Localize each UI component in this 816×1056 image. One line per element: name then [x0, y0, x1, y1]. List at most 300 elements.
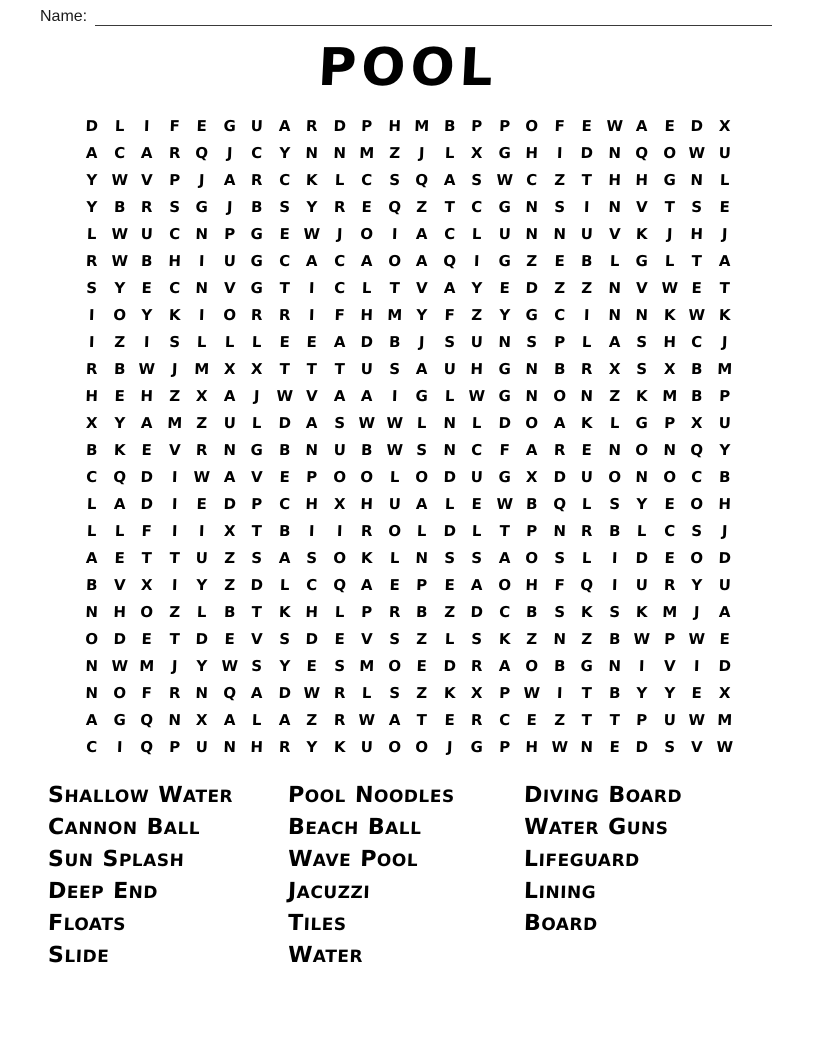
word-list-column-1 — [47, 782, 288, 978]
grid-letter: L — [444, 143, 455, 162]
grid-letter: R — [278, 737, 291, 756]
grid-row — [78, 490, 738, 517]
grid-letter: E — [141, 629, 153, 648]
grid-letter: B — [690, 359, 703, 378]
grid-letter: T — [168, 548, 180, 567]
grid-letter: H — [112, 602, 126, 621]
grid-row — [78, 409, 738, 436]
grid-letter: E — [443, 710, 455, 729]
grid-letter: I — [171, 575, 178, 594]
grid-letter: E — [416, 656, 428, 675]
grid-letter: S — [553, 602, 565, 621]
grid-letter: J — [198, 170, 205, 189]
grid-letter: W — [688, 629, 706, 648]
grid-letter: I — [693, 656, 700, 675]
grid-letter: X — [223, 521, 236, 540]
grid-letter: M — [193, 359, 210, 378]
grid-letter: D — [277, 683, 291, 702]
grid-letter: Z — [608, 386, 621, 405]
grid-letter: J — [721, 521, 728, 540]
grid-letter: A — [388, 710, 401, 729]
grid-letter: O — [387, 521, 401, 540]
grid-letter: H — [140, 386, 154, 405]
grid-letter: X — [470, 143, 483, 162]
grid-letter: X — [223, 359, 236, 378]
grid-letter: G — [635, 413, 649, 432]
grid-letter: F — [553, 116, 565, 135]
grid-letter: H — [525, 575, 539, 594]
grid-letter: Y — [278, 656, 291, 675]
grid-letter: S — [168, 332, 180, 351]
grid-letter: D — [140, 494, 154, 513]
grid-letter: B — [553, 359, 566, 378]
grid-letter: E — [608, 737, 620, 756]
grid-letter: Q — [635, 143, 649, 162]
grid-letter: F — [333, 305, 345, 324]
grid-letter: G — [250, 440, 264, 459]
grid-letter: U — [580, 467, 594, 486]
grid-letter: I — [308, 305, 315, 324]
grid-letter: A — [553, 413, 566, 432]
grid-row — [78, 220, 738, 247]
grid-letter: Q — [140, 737, 154, 756]
grid-letter: X — [718, 683, 731, 702]
grid-letter: V — [360, 629, 373, 648]
grid-letter: K — [305, 170, 318, 189]
grid-letter: S — [553, 548, 565, 567]
grid-letter: L — [581, 548, 592, 567]
grid-letter: O — [525, 548, 539, 567]
grid-letter: A — [223, 386, 236, 405]
grid-letter: W — [303, 683, 321, 702]
grid-letter: U — [195, 737, 209, 756]
grid-letter: U — [717, 143, 731, 162]
grid-letter: S — [416, 440, 428, 459]
grid-letter: W — [110, 224, 128, 243]
grid-letter: G — [497, 143, 511, 162]
grid-letter: N — [607, 656, 621, 675]
grid-letter: C — [168, 278, 181, 297]
grid-letter: I — [198, 521, 205, 540]
grid-letter: B — [580, 251, 593, 270]
grid-letter: L — [664, 251, 675, 270]
grid-letter: N — [332, 143, 346, 162]
grid-letter: B — [415, 602, 428, 621]
grid-letter: L — [86, 494, 97, 513]
grid-letter: Y — [415, 305, 428, 324]
grid-letter: E — [526, 710, 538, 729]
grid-letter: X — [85, 413, 98, 432]
grid-letter: P — [498, 683, 511, 702]
grid-letter: B — [140, 251, 153, 270]
grid-letter: U — [332, 440, 346, 459]
grid-letter: P — [498, 116, 511, 135]
grid-letter: Y — [690, 575, 703, 594]
grid-letter: A — [305, 251, 318, 270]
grid-letter: R — [663, 575, 676, 594]
word-list-item: LIFEGUARD — [523, 846, 641, 872]
grid-letter: W — [385, 440, 403, 459]
grid-letter: S — [443, 548, 455, 567]
word-list-item: WATER — [287, 942, 364, 968]
grid-letter: A — [223, 467, 236, 486]
grid-letter: A — [305, 413, 318, 432]
grid-letter: I — [391, 386, 398, 405]
grid-letter: E — [306, 656, 318, 675]
grid-letter: R — [360, 521, 373, 540]
grid-letter: T — [251, 521, 263, 540]
grid-letter: Q — [580, 575, 594, 594]
grid-letter: O — [525, 656, 539, 675]
grid-letter: W — [110, 656, 128, 675]
grid-letter: B — [85, 440, 98, 459]
grid-letter: J — [666, 224, 673, 243]
grid-letter: A — [415, 251, 428, 270]
grid-letter: D — [250, 575, 264, 594]
grid-letter: A — [415, 224, 428, 243]
grid-letter: H — [717, 494, 731, 513]
grid-letter: B — [525, 494, 538, 513]
grid-letter: Y — [113, 278, 126, 297]
grid-letter: G — [497, 197, 511, 216]
grid-letter: V — [140, 170, 153, 189]
grid-letter: L — [114, 116, 125, 135]
grid-letter: G — [250, 251, 264, 270]
grid-letter: Y — [85, 197, 98, 216]
grid-letter: W — [688, 305, 706, 324]
grid-letter: S — [691, 197, 703, 216]
grid-letter: C — [278, 170, 291, 189]
grid-letter: A — [250, 683, 263, 702]
grid-letter: R — [85, 359, 98, 378]
grid-letter: B — [113, 359, 126, 378]
grid-letter: Z — [305, 710, 318, 729]
grid-letter: C — [333, 278, 346, 297]
grid-letter: W — [193, 467, 211, 486]
grid-letter: L — [196, 602, 207, 621]
grid-letter: E — [113, 386, 125, 405]
grid-letter: H — [250, 737, 264, 756]
grid-letter: N — [662, 440, 676, 459]
grid-letter: L — [719, 170, 730, 189]
grid-letter: G — [635, 251, 649, 270]
grid-letter: W — [633, 629, 651, 648]
grid-letter: I — [143, 332, 150, 351]
grid-letter: O — [360, 467, 374, 486]
grid-letter: D — [580, 143, 594, 162]
grid-letter: O — [690, 494, 704, 513]
grid-letter: A — [278, 710, 291, 729]
grid-letter: F — [443, 305, 455, 324]
grid-letter: W — [495, 170, 513, 189]
grid-letter: J — [226, 197, 233, 216]
grid-letter: A — [498, 656, 511, 675]
grid-letter: N — [305, 143, 319, 162]
grid-letter: C — [690, 332, 703, 351]
grid-letter: I — [638, 656, 645, 675]
grid-letter: E — [306, 332, 318, 351]
grid-letter: B — [278, 440, 291, 459]
grid-row — [78, 733, 738, 760]
grid-letter: O — [415, 467, 429, 486]
grid-letter: G — [497, 251, 511, 270]
grid-letter: J — [171, 359, 178, 378]
grid-letter: W — [358, 710, 376, 729]
grid-letter: R — [278, 305, 291, 324]
grid-letter: U — [635, 575, 649, 594]
grid-letter: E — [718, 629, 730, 648]
grid-letter: A — [415, 494, 428, 513]
grid-letter: Q — [140, 710, 154, 729]
grid-letter: B — [113, 197, 126, 216]
grid-letter: O — [552, 386, 566, 405]
grid-letter: L — [471, 521, 482, 540]
grid-letter: N — [442, 440, 456, 459]
grid-letter: L — [471, 224, 482, 243]
grid-letter: O — [415, 737, 429, 756]
grid-letter: A — [470, 575, 483, 594]
grid-letter: D — [85, 116, 99, 135]
grid-letter: V — [608, 224, 621, 243]
grid-letter: Z — [223, 575, 236, 594]
grid-letter: O — [662, 143, 676, 162]
grid-letter: W — [220, 656, 238, 675]
grid-letter: G — [497, 359, 511, 378]
grid-letter: I — [611, 575, 618, 594]
grid-letter: K — [498, 629, 511, 648]
word-list-item: BEACH BALL — [287, 814, 422, 840]
grid-letter: X — [525, 467, 538, 486]
grid-letter: D — [277, 413, 291, 432]
grid-row — [78, 166, 738, 193]
grid-letter: O — [497, 575, 511, 594]
grid-letter: Z — [388, 143, 401, 162]
grid-letter: O — [387, 737, 401, 756]
grid-letter: V — [635, 197, 648, 216]
grid-letter: S — [608, 602, 620, 621]
word-list-item: DEEP END — [47, 878, 159, 904]
grid-letter: Y — [195, 575, 208, 594]
grid-letter: N — [635, 305, 649, 324]
grid-letter: E — [333, 629, 345, 648]
grid-letter: C — [250, 143, 263, 162]
grid-letter: Z — [223, 548, 236, 567]
grid-letter: T — [306, 359, 318, 378]
grid-letter: L — [114, 521, 125, 540]
grid-letter: D — [635, 737, 649, 756]
grid-letter: U — [497, 224, 511, 243]
grid-letter: B — [608, 521, 621, 540]
grid-letter: A — [360, 575, 373, 594]
grid-letter: Q — [690, 440, 704, 459]
grid-letter: S — [663, 737, 675, 756]
grid-letter: H — [635, 170, 649, 189]
grid-letter: X — [250, 359, 263, 378]
grid-letter: W — [110, 170, 128, 189]
grid-letter: R — [168, 683, 181, 702]
grid-letter: R — [470, 710, 483, 729]
grid-letter: N — [580, 737, 594, 756]
grid-letter: T — [168, 629, 180, 648]
grid-letter: D — [717, 548, 731, 567]
grid-letter: B — [85, 575, 98, 594]
grid-letter: E — [388, 575, 400, 594]
word-list-item: BOARD — [523, 910, 599, 936]
grid-letter: S — [251, 656, 263, 675]
grid-letter: T — [333, 359, 345, 378]
grid-letter: N — [525, 197, 539, 216]
grid-letter: K — [663, 305, 676, 324]
grid-letter: P — [718, 386, 731, 405]
grid-letter: N — [525, 386, 539, 405]
grid-letter: T — [251, 602, 263, 621]
grid-letter: V — [690, 737, 703, 756]
grid-letter: N — [85, 683, 99, 702]
grid-letter: C — [333, 251, 346, 270]
grid-letter: H — [470, 359, 484, 378]
grid-letter: A — [140, 413, 153, 432]
name-blank-line — [95, 7, 772, 26]
grid-letter: U — [140, 224, 154, 243]
word-list-item: WAVE POOL — [287, 846, 419, 872]
grid-letter: S — [471, 629, 483, 648]
grid-letter: O — [85, 629, 99, 648]
grid-letter: U — [250, 116, 264, 135]
grid-letter: P — [168, 170, 181, 189]
grid-letter: A — [333, 332, 346, 351]
grid-letter: N — [525, 224, 539, 243]
grid-letter: I — [336, 521, 343, 540]
grid-letter: A — [278, 116, 291, 135]
grid-letter: J — [446, 737, 453, 756]
grid-letter: K — [443, 683, 456, 702]
grid-letter: H — [85, 386, 99, 405]
grid-letter: N — [635, 467, 649, 486]
grid-letter: A — [140, 143, 153, 162]
grid-letter: S — [636, 332, 648, 351]
grid-letter: A — [718, 602, 731, 621]
grid-letter: H — [305, 602, 319, 621]
grid-letter: L — [361, 683, 372, 702]
grid-letter: E — [581, 440, 593, 459]
grid-letter: P — [635, 710, 648, 729]
grid-letter: E — [498, 278, 510, 297]
word-list — [0, 782, 816, 978]
grid-letter: V — [663, 656, 676, 675]
grid-row — [78, 544, 738, 571]
grid-letter: S — [388, 629, 400, 648]
grid-letter: D — [525, 278, 539, 297]
grid-letter: U — [717, 575, 731, 594]
grid-letter: X — [690, 413, 703, 432]
grid-letter: Y — [718, 440, 731, 459]
grid-letter: P — [663, 413, 676, 432]
grid-letter: C — [85, 737, 98, 756]
grid-letter: I — [308, 278, 315, 297]
grid-letter: B — [388, 332, 401, 351]
grid-letter: W — [303, 224, 321, 243]
grid-letter: I — [611, 548, 618, 567]
grid-letter: E — [278, 332, 290, 351]
grid-letter: U — [195, 548, 209, 567]
grid-letter: M — [386, 305, 403, 324]
grid-letter: C — [278, 251, 291, 270]
grid-letter: L — [279, 575, 290, 594]
grid-letter: L — [251, 332, 262, 351]
grid-letter: L — [224, 332, 235, 351]
grid-letter: B — [690, 386, 703, 405]
grid-letter: V — [223, 278, 236, 297]
grid-letter: W — [660, 278, 678, 297]
grid-letter: O — [112, 305, 126, 324]
grid-letter: X — [608, 359, 621, 378]
grid-letter: E — [691, 683, 703, 702]
grid-row — [78, 382, 738, 409]
grid-letter: D — [635, 548, 649, 567]
grid-letter: O — [525, 413, 539, 432]
grid-letter: N — [195, 224, 209, 243]
grid-row — [78, 679, 738, 706]
grid-row — [78, 598, 738, 625]
word-list-column-2 — [287, 782, 524, 978]
grid-letter: A — [443, 278, 456, 297]
grid-letter: P — [223, 224, 236, 243]
grid-letter: I — [116, 737, 123, 756]
grid-letter: M — [661, 386, 678, 405]
grid-letter: L — [361, 278, 372, 297]
grid-letter: O — [662, 467, 676, 486]
grid-letter: T — [388, 278, 400, 297]
grid-letter: L — [251, 413, 262, 432]
grid-letter: X — [195, 386, 208, 405]
grid-letter: O — [112, 683, 126, 702]
grid-letter: V — [305, 386, 318, 405]
grid-letter: W — [688, 143, 706, 162]
grid-letter: M — [138, 656, 155, 675]
grid-letter: J — [418, 143, 425, 162]
grid-letter: Y — [140, 305, 153, 324]
grid-letter: C — [498, 602, 511, 621]
grid-letter: H — [690, 224, 704, 243]
grid-letter: T — [581, 710, 593, 729]
grid-letter: R — [140, 197, 153, 216]
grid-letter: V — [635, 278, 648, 297]
grid-letter: S — [636, 359, 648, 378]
grid-letter: J — [721, 332, 728, 351]
grid-letter: L — [581, 332, 592, 351]
grid-row — [78, 355, 738, 382]
grid-letter: C — [168, 224, 181, 243]
grid-letter: E — [196, 494, 208, 513]
grid-letter: N — [415, 548, 429, 567]
grid-letter: C — [305, 575, 318, 594]
grid-letter: D — [497, 413, 511, 432]
grid-row — [78, 139, 738, 166]
grid-row — [78, 463, 738, 490]
grid-letter: A — [113, 494, 126, 513]
grid-letter: H — [305, 494, 319, 513]
grid-letter: P — [525, 521, 538, 540]
grid-letter: B — [443, 116, 456, 135]
grid-letter: C — [85, 467, 98, 486]
word-list-item: LINING — [523, 878, 597, 904]
grid-letter: R — [250, 305, 263, 324]
grid-letter: M — [358, 656, 375, 675]
grid-row — [78, 706, 738, 733]
grid-letter: C — [113, 143, 126, 162]
grid-letter: E — [278, 467, 290, 486]
grid-letter: U — [387, 494, 401, 513]
